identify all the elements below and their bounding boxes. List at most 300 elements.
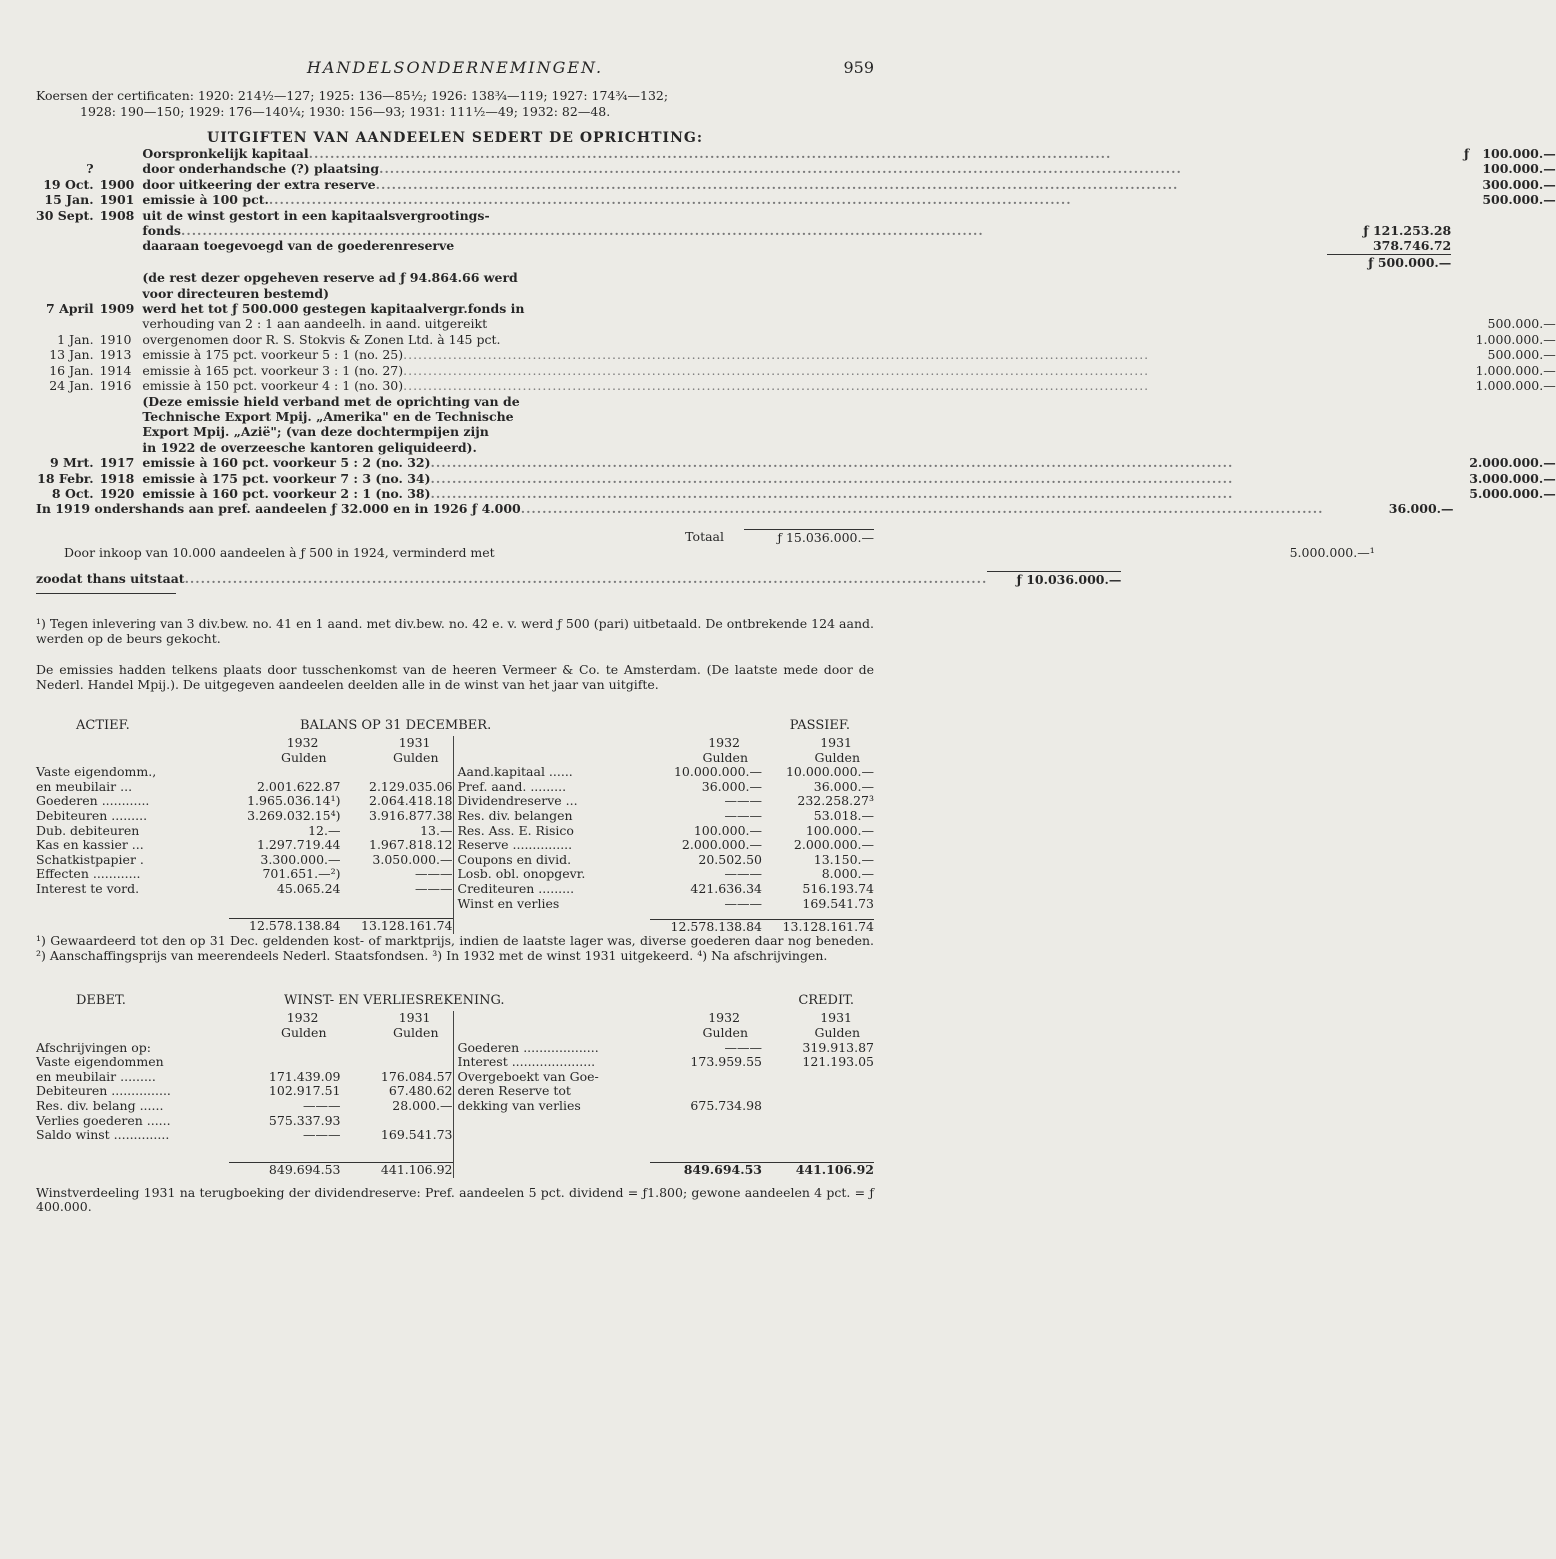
passief-row xyxy=(458,853,875,868)
row-currency xyxy=(1451,286,1469,301)
debet-side xyxy=(36,1011,453,1177)
row-currency xyxy=(1451,208,1469,223)
row-text: Export Mpij. „Azië"; (van deze dochtermpijen zijn xyxy=(142,424,489,440)
year-1932: 1932 xyxy=(708,734,740,750)
actief-row xyxy=(36,838,453,853)
passief-row-v1931: 100.000.— xyxy=(805,822,874,838)
row-year: 1917 xyxy=(99,455,135,471)
row-text: werd het tot ƒ 500.000 gestegen kapitaalvergr.fonds in xyxy=(142,301,525,317)
row-currency xyxy=(1451,238,1469,253)
passief-row xyxy=(458,765,875,780)
row-text-cell xyxy=(134,192,1469,207)
row-text: emissie à 150 pct. voorkeur 4 : 1 (no. 30) xyxy=(142,378,404,394)
debet-total-1931: 441.106.92 xyxy=(341,1163,453,1178)
row-subtotal: ƒ 500.000.— xyxy=(1327,254,1451,270)
passief-row xyxy=(458,867,875,882)
leader-dots xyxy=(403,378,1327,393)
passief-row xyxy=(458,824,875,839)
row-text-wrap xyxy=(142,286,1469,301)
leader-dots xyxy=(403,363,1327,378)
row-date: 16 Jan. xyxy=(49,362,94,378)
credit-row-label: Overgeboekt van Goe- xyxy=(457,1068,599,1084)
debet-row xyxy=(36,1041,453,1056)
spacer xyxy=(495,545,1241,560)
uitgifte-row xyxy=(36,192,1556,207)
row-text-cell xyxy=(134,347,1469,362)
actief-row-label: Dub. debiteuren xyxy=(36,822,140,838)
debet-row xyxy=(36,1099,453,1114)
leader-dots xyxy=(142,254,1327,270)
credit-row-label: Goederen ................... xyxy=(457,1039,599,1055)
row-date: 7 April xyxy=(46,301,94,317)
footnote-1: ¹) Tegen inlevering van 3 div.bew. no. 41 en 1 aand. met div.bew. no. 42 e. v. werd ƒ 500 (pari) uitbetaald. De ontbrekende 124 aand. werden op de beurs gekocht. xyxy=(36,615,874,646)
passief-row-v1932: 10.000.000.— xyxy=(673,764,762,780)
credit-total-1931: 441.106.92 xyxy=(762,1163,874,1178)
row-text-cell xyxy=(134,471,1469,486)
row-text-cell xyxy=(134,286,1469,301)
row-amount: 300.000.— xyxy=(1482,176,1556,192)
debet-row-v1932: 171.439.09 xyxy=(268,1068,341,1084)
row-text-wrap xyxy=(142,394,1469,409)
credit-row xyxy=(458,1055,875,1070)
row-date xyxy=(36,146,100,161)
passief-row-label: Res. div. belangen xyxy=(457,807,573,823)
pref-amount: 36.000.— xyxy=(1388,501,1454,517)
row-text: (Deze emissie hield verband met de oprichting van de xyxy=(142,393,520,409)
row-amount: 1.000.000.— xyxy=(1475,331,1556,347)
row-currency xyxy=(1451,424,1469,439)
actief-row-v1932: 1.965.036.14¹) xyxy=(247,793,341,809)
uitgifte-row xyxy=(36,286,1556,301)
row-text: door uitkeering der extra reserve xyxy=(142,176,376,192)
debet-row xyxy=(36,1070,453,1085)
passief-total-1932: 12.578.138.84 xyxy=(650,919,762,934)
row-subtotal xyxy=(1327,177,1451,192)
row-date xyxy=(36,270,100,285)
winstverdeeling: Winstverdeeling 1931 na terugboeking der dividendreserve: Pref. aandeelen 5 pct. dividend = ƒ1.800; gewone aandeelen 4 pct. = ƒ 400.000. xyxy=(36,1184,874,1215)
row-year xyxy=(100,238,135,253)
row-currency: ƒ xyxy=(1463,146,1470,161)
actief-label: ACTIEF. xyxy=(76,717,130,733)
row-text: emissie à 175 pct. voorkeur 5 : 1 (no. 25) xyxy=(142,347,404,363)
credit-row-v1932: ——— xyxy=(724,1039,762,1055)
leader-dots xyxy=(379,161,1327,176)
row-subtotal xyxy=(1327,378,1451,393)
debet-row-label: Afschrijvingen op: xyxy=(36,1039,152,1055)
debet-row-v1932: ——— xyxy=(303,1097,341,1113)
leader-dots xyxy=(185,571,988,587)
debet-row-label: Verlies goederen ...... xyxy=(36,1112,171,1128)
row-date xyxy=(36,409,100,424)
passief-row xyxy=(458,897,875,912)
credit-row-v1931: 319.913.87 xyxy=(802,1039,874,1055)
leader-dots xyxy=(500,332,1327,347)
row-amount: 5.000.000.— xyxy=(1469,485,1556,501)
row-text: Technische Export Mpij. „Amerika" en de Technische xyxy=(142,408,514,424)
credit-row-v1932 xyxy=(650,1070,762,1085)
row-text-wrap xyxy=(142,363,1469,378)
row-year xyxy=(100,223,135,238)
row-text-wrap xyxy=(142,177,1469,192)
actief-row xyxy=(36,794,453,809)
debet-row-label: Saldo winst .............. xyxy=(36,1127,170,1143)
row-text-cell xyxy=(134,440,1469,455)
row-year xyxy=(100,409,135,424)
year-1931: 1931 xyxy=(398,1010,431,1026)
passief-row-label: Reserve ............... xyxy=(457,837,573,853)
row-currency xyxy=(1451,270,1469,285)
page-number: 959 xyxy=(843,58,874,77)
row-currency xyxy=(1451,409,1469,424)
uitgifte-row xyxy=(36,301,1556,316)
passief-row-v1932: ——— xyxy=(724,807,762,823)
row-amount: 500.000.— xyxy=(1487,316,1556,332)
passief-row-v1931: 13.150.— xyxy=(813,851,874,867)
row-amount: 100.000.— xyxy=(1482,161,1556,177)
actief-row-v1932: 3.300.000.— xyxy=(260,851,341,867)
uitgiften-title: UITGIFTEN VAN AANDEELEN SEDERT DE OPRICHTING: xyxy=(206,130,703,146)
actief-row-label: Interest te vord. xyxy=(36,880,140,896)
debet-row-label: Vaste eigendommen xyxy=(36,1054,164,1070)
credit-row-v1931 xyxy=(762,1070,874,1085)
uitgifte-row xyxy=(36,161,1556,176)
row-amount xyxy=(1469,440,1555,455)
row-text-cell xyxy=(134,332,1469,347)
emissie-paragraph: De emissies hadden telkens plaats door tusschenkomst van de heeren Vermeer & Co. te Amsterdam. (De laatste mede door de Nederl. Handel Mpij.). De uitgegeven aandeelen deelden alle in de winst van het jaar van uitgifte. xyxy=(36,661,874,692)
passief-row-label: Crediteuren ......... xyxy=(457,880,575,896)
row-currency xyxy=(1451,440,1469,455)
debet-row-v1932: ——— xyxy=(303,1127,341,1143)
row-currency xyxy=(1451,363,1469,378)
passief-row-label: Dividendreserve ... xyxy=(457,793,578,809)
credit-row-v1931: 121.193.05 xyxy=(802,1054,874,1070)
row-text-cell xyxy=(134,424,1469,439)
row-text: emissie à 175 pct. voorkeur 7 : 3 (no. 34) xyxy=(142,470,431,486)
uitgifte-row xyxy=(36,455,1556,470)
uitstaat-label: zoodat thans uitstaat xyxy=(36,570,185,586)
unit: Gulden xyxy=(281,1024,327,1040)
row-currency xyxy=(1451,177,1469,192)
actief-row xyxy=(36,882,453,897)
passief-row-v1931: 53.018.— xyxy=(813,807,874,823)
uitgifte-row xyxy=(36,238,1556,253)
row-text: voor directeuren bestemd) xyxy=(142,285,330,301)
passief-row-label: Losb. obl. onopgevr. xyxy=(457,866,586,882)
leader-dots xyxy=(520,394,1328,409)
row-year: 1910 xyxy=(99,331,132,347)
running-header xyxy=(36,58,874,88)
row-text: verhouding van 2 : 1 aan aandeelh. in aand. uitgereikt xyxy=(142,316,488,332)
row-date: 13 Jan. xyxy=(49,347,94,363)
uitgifte-row xyxy=(36,332,1556,347)
row-text-cell xyxy=(134,161,1469,176)
row-text-cell xyxy=(134,238,1469,253)
uitgifte-row xyxy=(36,424,1556,439)
debet-row-label: Debiteuren ............... xyxy=(36,1083,171,1099)
row-year: 1920 xyxy=(99,485,135,501)
leader-dots xyxy=(329,286,1327,301)
row-text-wrap xyxy=(142,192,1469,207)
unit: Gulden xyxy=(702,1024,748,1040)
actief-row-v1931: 2.064.418.18 xyxy=(369,793,453,809)
credit-row-v1932: 675.734.98 xyxy=(690,1097,762,1113)
leader-dots xyxy=(518,270,1327,285)
actief-row-v1932 xyxy=(229,765,341,780)
row-amount xyxy=(1469,208,1555,223)
actief-total-1931: 13.128.161.74 xyxy=(341,919,453,934)
row-year: 1913 xyxy=(99,347,132,363)
row-text-wrap xyxy=(142,486,1469,501)
uitgifte-row xyxy=(36,486,1556,501)
row-date xyxy=(36,238,100,253)
passief-row-v1932: 36.000.— xyxy=(701,778,762,794)
balans-heading xyxy=(36,718,874,736)
credit-row-label: dekking van verlies xyxy=(457,1097,581,1113)
debet-row-v1931: 169.541.73 xyxy=(380,1127,453,1143)
debet-row-v1931: 28.000.— xyxy=(392,1097,453,1113)
year-1931: 1931 xyxy=(820,1010,852,1026)
debet-row-v1931: 176.084.57 xyxy=(380,1068,453,1084)
row-year: 1914 xyxy=(99,362,132,378)
passief-label: PASSIEF. xyxy=(789,717,850,733)
row-currency xyxy=(1451,332,1469,347)
uitgifte-row xyxy=(36,208,1556,223)
row-text: overgenomen door R. S. Stokvis & Zonen Ltd. à 145 pct. xyxy=(142,331,501,347)
actief-row xyxy=(36,867,453,882)
passief-row-label: Aand.kapitaal ...... xyxy=(457,764,573,780)
row-subtotal xyxy=(1327,270,1451,285)
actief-row-v1932: 701.651.—²) xyxy=(262,866,341,882)
actief-row xyxy=(36,765,453,780)
row-text: uit de winst gestort in een kapitaalsvergrootings- xyxy=(142,207,490,223)
row-subtotal xyxy=(1327,471,1451,486)
leader-dots xyxy=(431,471,1328,486)
row-text-cell xyxy=(134,270,1469,285)
row-date: 15 Jan. xyxy=(44,192,94,208)
passief-row-label: Coupons en divid. xyxy=(457,851,572,867)
row-subtotal xyxy=(1327,192,1451,207)
row-year xyxy=(100,316,135,331)
passief-row-v1931: 169.541.73 xyxy=(802,895,874,911)
row-text-cell xyxy=(134,394,1469,409)
row-date: 9 Mrt. xyxy=(49,455,94,471)
row-date xyxy=(36,254,100,270)
inkoop-text: Door inkoop van 10.000 aandeelen à ƒ 500 in 1924, verminderd met xyxy=(64,545,495,561)
row-text-wrap xyxy=(142,440,1469,455)
leader-dots xyxy=(431,455,1328,470)
actief-row-label: Debiteuren ......... xyxy=(36,807,148,823)
row-text: fonds xyxy=(142,223,181,239)
row-subtotal xyxy=(1327,409,1451,424)
row-date xyxy=(36,286,100,301)
row-year xyxy=(100,161,135,176)
row-year xyxy=(100,440,135,455)
actief-row-label: en meubilair ... xyxy=(36,778,133,794)
passief-row-v1932: 421.636.34 xyxy=(690,880,762,896)
uitgifte-row xyxy=(36,270,1556,285)
actief-row-v1931: 13.— xyxy=(420,822,453,838)
debet-row xyxy=(36,1084,453,1099)
row-date: 24 Jan. xyxy=(49,378,94,394)
row-text-wrap xyxy=(142,223,1469,238)
row-amount: 500.000.— xyxy=(1487,347,1556,363)
debet-row xyxy=(36,1114,453,1129)
row-year xyxy=(100,286,135,301)
row-date xyxy=(36,316,100,331)
row-amount xyxy=(1469,394,1555,409)
row-text-cell xyxy=(134,378,1469,393)
row-subtotal xyxy=(1327,301,1451,316)
uitgifte-row xyxy=(36,471,1556,486)
uitgifte-row xyxy=(36,254,1556,270)
debet-label: DEBET. xyxy=(76,993,126,1009)
debet-row-v1932 xyxy=(229,1055,341,1070)
leader-dots xyxy=(487,316,1327,331)
passief-row xyxy=(458,838,875,853)
row-subtotal xyxy=(1327,146,1451,161)
passief-row-v1931: 36.000.— xyxy=(813,778,874,794)
totaal-amount: ƒ 15.036.000.— xyxy=(744,529,874,545)
unit: Gulden xyxy=(393,749,439,765)
unit: Gulden xyxy=(702,749,748,765)
row-amount xyxy=(1469,254,1555,270)
passief-side xyxy=(453,736,875,934)
year-1931: 1931 xyxy=(398,734,431,750)
credit-total-1932: 849.694.53 xyxy=(650,1163,762,1178)
row-year xyxy=(100,254,135,270)
row-subtotal xyxy=(1327,424,1451,439)
totaal-row xyxy=(36,529,874,545)
actief-row-label: Kas en kassier ... xyxy=(36,837,144,853)
row-subtotal xyxy=(1327,347,1451,362)
unit: Gulden xyxy=(814,1024,860,1040)
row-currency xyxy=(1451,161,1469,176)
row-amount xyxy=(1469,270,1555,285)
credit-row-v1931 xyxy=(762,1084,874,1099)
passief-row xyxy=(458,809,875,824)
totaal-label: Totaal xyxy=(685,528,724,544)
leader-dots xyxy=(376,177,1328,192)
actief-row-label: Effecten ............ xyxy=(36,866,141,882)
row-amount xyxy=(1469,286,1555,301)
row-amount: 3.000.000.— xyxy=(1469,470,1556,486)
row-text-cell xyxy=(134,254,1469,270)
debet-row-v1931: 67.480.62 xyxy=(388,1083,453,1099)
passief-row-v1931: 516.193.74 xyxy=(802,880,874,896)
passief-row-v1931: 10.000.000.— xyxy=(785,764,874,780)
passief-row-v1932: 20.502.50 xyxy=(698,851,762,867)
actief-row-v1931: 1.967.818.12 xyxy=(369,837,453,853)
leader-dots xyxy=(490,208,1328,223)
row-text-wrap xyxy=(142,161,1469,176)
credit-row-v1931 xyxy=(762,1099,874,1114)
row-text-cell xyxy=(134,363,1469,378)
row-text-cell xyxy=(134,316,1469,331)
row-text: emissie à 165 pct. voorkeur 3 : 1 (no. 27) xyxy=(142,362,404,378)
actief-row-v1931: 3.050.000.— xyxy=(372,851,453,867)
actief-row-v1932: 2.001.622.87 xyxy=(257,778,341,794)
actief-row-v1932: 3.269.032.15⁴) xyxy=(247,807,341,823)
row-subtotal xyxy=(1327,316,1451,331)
year-1932: 1932 xyxy=(286,734,319,750)
actief-row xyxy=(36,853,453,868)
debet-row xyxy=(36,1128,453,1143)
passief-row xyxy=(458,780,875,795)
actief-side xyxy=(36,736,453,934)
row-year xyxy=(100,394,135,409)
winst-table xyxy=(36,1011,874,1177)
uitgifte-row xyxy=(36,409,1556,424)
uitgifte-row xyxy=(36,177,1556,192)
credit-row xyxy=(458,1099,875,1114)
passief-row xyxy=(458,794,875,809)
row-text: emissie à 160 pct. voorkeur 5 : 2 (no. 32) xyxy=(142,455,431,471)
row-text-cell xyxy=(134,177,1469,192)
row-amount: 1.000.000.— xyxy=(1475,362,1556,378)
leader-dots xyxy=(521,501,1324,516)
inkoop-amount: 5.000.000.—¹ xyxy=(1289,545,1375,561)
row-text-wrap xyxy=(142,424,1469,439)
row-year: 1908 xyxy=(99,207,135,223)
unit: Gulden xyxy=(281,749,327,765)
row-year xyxy=(100,270,135,285)
page xyxy=(36,58,1556,1215)
debet-row-v1931 xyxy=(341,1041,453,1056)
unit: Gulden xyxy=(393,1024,439,1040)
row-date xyxy=(36,424,100,439)
row-text-cell xyxy=(134,208,1469,223)
row-text-wrap xyxy=(142,316,1469,331)
row-date: 8 Oct. xyxy=(51,485,94,501)
row-text-wrap xyxy=(142,238,1469,253)
row-amount: 1.000.000.— xyxy=(1475,378,1556,394)
actief-row-label: Vaste eigendomm., xyxy=(36,764,157,780)
row-subtotal xyxy=(1327,455,1451,470)
balans-title: BALANS OP 31 DECEMBER. xyxy=(300,717,492,733)
row-subtotal xyxy=(1327,208,1451,223)
row-text-cell xyxy=(134,146,1469,161)
row-currency xyxy=(1451,316,1469,331)
row-amount xyxy=(1469,424,1555,439)
actief-row xyxy=(36,809,453,824)
row-year: 1909 xyxy=(99,301,135,317)
actief-total-1932: 12.578.138.84 xyxy=(229,919,341,934)
row-year xyxy=(100,424,135,439)
uitgifte-row xyxy=(36,378,1556,393)
passief-row-label: Pref. aand. ......... xyxy=(457,778,567,794)
row-text-wrap xyxy=(142,301,1469,316)
row-subtotal xyxy=(1327,486,1451,501)
row-year: 1901 xyxy=(99,192,135,208)
actief-row-v1931 xyxy=(341,765,453,780)
year-1931: 1931 xyxy=(820,734,852,750)
row-subtotal xyxy=(1327,440,1451,455)
row-year: 1918 xyxy=(99,470,135,486)
row-text-cell xyxy=(134,486,1469,501)
passief-row-label: Res. Ass. E. Risico xyxy=(457,822,574,838)
row-currency xyxy=(1451,378,1469,393)
pref-row xyxy=(36,501,1454,517)
leader-dots xyxy=(489,424,1327,439)
row-amount xyxy=(1469,409,1555,424)
row-text-wrap xyxy=(142,254,1469,270)
debet-row-label: Res. div. belang ...... xyxy=(36,1097,164,1113)
uitgifte-row xyxy=(36,363,1556,378)
row-date: 19 Oct. xyxy=(43,176,94,192)
row-text: in 1922 de overzeesche kantoren geliquideerd). xyxy=(142,439,477,455)
koersen-line-1: Koersen der certificaten: 1920: 214½—127; 1925: 136—85½; 1926: 138¾—119; 1927: 174¾—132; xyxy=(36,88,669,103)
leader-dots xyxy=(524,301,1327,316)
